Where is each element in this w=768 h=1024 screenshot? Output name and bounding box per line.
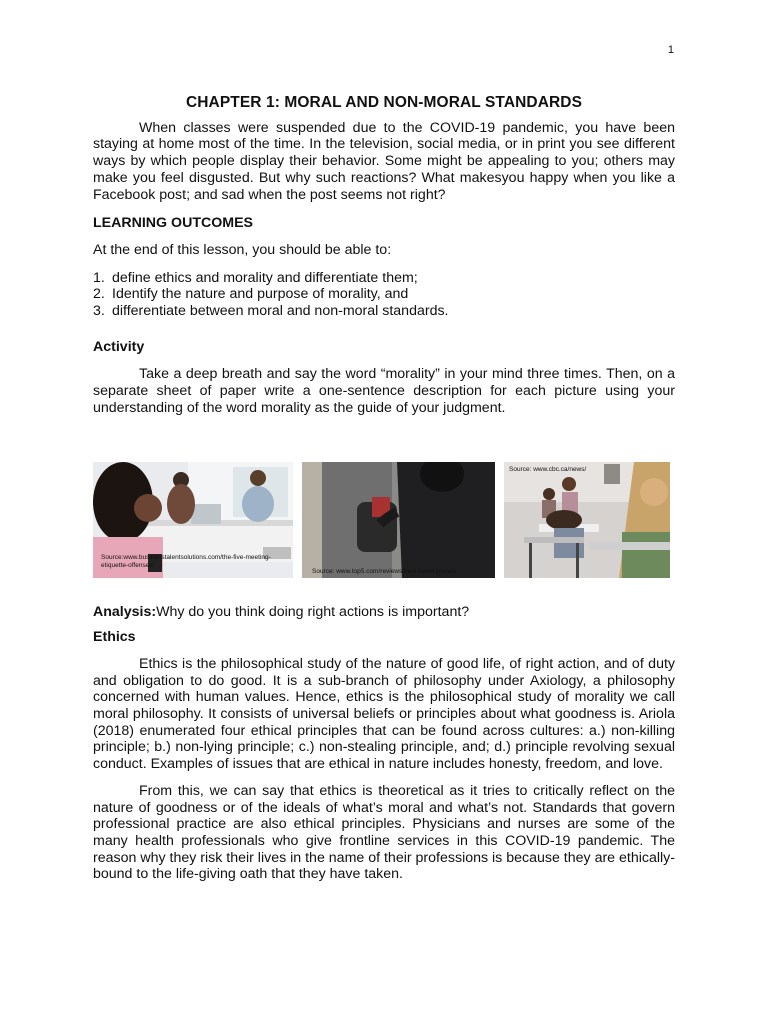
list-text: Identify the nature and purpose of morality, and [112, 286, 409, 303]
page-number: 1 [667, 44, 674, 56]
list-number: 2. [93, 286, 105, 303]
activity-paragraph: Take a deep breath and say the word “morality” in your mind three times. Then, on a separate sheet of paper write a one-sentence description for each picture using your understanding of the word morality as the guide of your judgment. [93, 366, 675, 416]
pickpocket-photo [302, 462, 495, 578]
list-item [93, 286, 675, 303]
analysis-text: Why do you think doing right actions is important? [156, 603, 470, 620]
learning-outcomes-list [93, 270, 675, 320]
classroom-photo [504, 462, 670, 578]
intro-paragraph: When classes were suspended due to the COVID-19 pandemic, you have been staying at home most of the time. In the television, social media, or in print you see different ways by which people display their behavior. Some might be appealing to you; others may make you feel disgusted. But why such reactions? What makesyou happy when you like a Facebook post; and sad when the post seems not right? [93, 119, 675, 203]
ethics-heading: Ethics [93, 629, 136, 646]
learning-outcomes-intro: At the end of this lesson, you should be able to: [93, 241, 392, 258]
chapter-title: CHAPTER 1: MORAL AND NON-MORAL STANDARDS [185, 94, 583, 111]
list-text: define ethics and morality and differentiate them; [112, 269, 418, 286]
list-text: differentiate between moral and non-moral standards. [112, 303, 449, 320]
list-number: 3. [93, 303, 105, 320]
activity-images [93, 462, 675, 582]
learning-outcomes-heading: LEARNING OUTCOMES [93, 215, 254, 232]
analysis-label: Analysis: [93, 603, 157, 620]
page-content [93, 95, 675, 883]
ethics-paragraph-2: From this, we can say that ethics is theoretical as it tries to critically reflect on the nature of goodness or of the ideals of what’s moral and what’s not. Standards that govern professional practice are also ethical principles. Physicians and nurses are some of the many health professionals who give frontline services in this COVID-19 pandemic. The reason why they risk their lives in the name of their professions is because they are ethically-bound to the life-giving oath that they have taken. [93, 782, 675, 883]
list-number: 1. [93, 269, 105, 286]
image-source-2: Source: www.top5.com/reviews/best-travel-purses [312, 567, 457, 575]
list-item [93, 303, 675, 320]
image-source-3: Source: www.cbc.ca/news/ [509, 465, 587, 473]
list-item [93, 270, 675, 287]
activity-heading: Activity [93, 338, 145, 355]
analysis-question [93, 604, 675, 621]
ethics-paragraph-1: Ethics is the philosophical study of the nature of good life, of right action, and of duty and obligation to do good. It is a sub-branch of philosophy under Axiology, a philosophy concerned with human values. Hence, ethics is the philosophical study of morality we call moral philosophy. It consists of universal beliefs or principles about what goodness is. Ariola (2018) enumerated four ethical principles that can be found across cultures: a.) non-killing principle; b.) non-lying principle; c.) non-stealing principle, and; d.) principle revolving sexual conduct. Examples of issues that are ethical in nature includes honesty, freedom, and love. [93, 655, 675, 773]
image-source-1: Source:www.businesstalentsolutions.com/the-five-meeting-etiquette-offenses/ [101, 553, 271, 569]
